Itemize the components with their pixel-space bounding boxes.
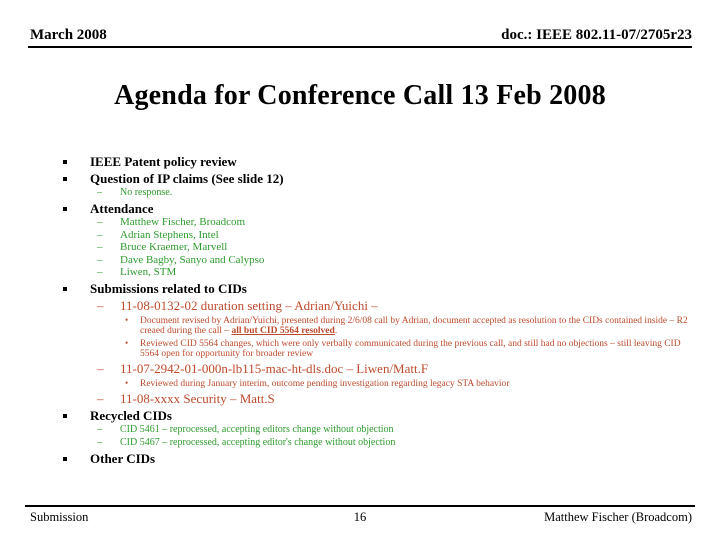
attendee-name: Dave Bagby, Sanyo and Calypso [120,253,265,266]
submission-item-security [0,392,720,406]
square-bullet-icon [63,457,67,461]
attendee-item [0,267,720,279]
dot-bullet-icon: • [125,314,129,325]
header-doc-number: doc.: IEEE 802.11-07/2705r23 [501,27,692,43]
dash-bullet-icon: – [97,436,102,448]
submission-note [0,316,720,336]
note-text-highlight: all but CID 5564 resolved [231,325,335,336]
dash-bullet-icon: – [97,253,103,266]
dash-bullet-icon: – [97,297,104,313]
attendee-item [0,242,720,254]
footer-page-number: 16 [353,510,367,524]
attendee-name: Matthew Fischer, Broadcom [120,216,246,228]
dash-bullet-icon: – [97,241,103,253]
bullet-item-patent-policy [0,154,720,169]
bullet-label: Recycled CIDs [90,407,172,423]
header-rule [28,46,692,48]
bullet-label: Other CIDs [90,450,156,466]
dash-bullet-icon: – [97,228,103,241]
square-bullet-icon [63,160,67,164]
submission-title: 11-07-2942-01-000n-lb115-mac-ht-dls.doc – Liwen/Matt.F [120,360,429,376]
agenda-outline [0,154,720,466]
footer-submission-label: Submission [30,510,89,524]
submission-note [0,339,720,359]
bullet-item-recycled-cids [0,408,720,423]
square-bullet-icon [63,207,67,211]
attendee-item [0,255,720,267]
attendee-item [0,230,720,242]
bullet-item-attendance [0,201,720,216]
attendee-name: Adrian Stephens, Intel [120,228,219,241]
square-bullet-icon [63,177,67,181]
footer-rule [25,505,695,507]
recycled-cid-item [0,424,720,436]
note-text: Reviewed CID 5564 changes, which were only verbally communicated during the previous call, and still had no objections – still leaving CID 5564 open for opportunity for broader review [140,338,681,359]
bullet-label: Attendance [90,201,154,216]
dash-bullet-icon: – [97,266,103,278]
sub-item-no-response [0,187,720,199]
bullet-label: Question of IP claims (See slide 12) [90,171,284,186]
header-date: March 2008 [30,27,107,43]
bullet-item-submissions [0,281,720,296]
submission-title: 11-08-0132-02 duration setting – Adrian/Yuichi – [120,297,378,313]
note-text: Reviewed during January interim, outcome pending investigation regarding legacy STA behavior [140,378,510,389]
recycled-cid-item [0,437,720,449]
bullet-label: Submissions related to CIDs [90,280,247,296]
dash-bullet-icon: – [97,216,103,228]
square-bullet-icon [63,287,67,291]
bullet-item-other-cids [0,451,720,466]
sub-item-label: No response. [120,187,173,198]
submission-note [0,379,720,389]
dot-bullet-icon: • [125,377,129,388]
attendee-name: Bruce Kraemer, Marvell [120,241,228,253]
dash-bullet-icon: – [97,390,104,406]
recycled-cid-text: CID 5467 – reprocessed, accepting editor's change without objection [120,436,396,448]
note-text-suffix: . [334,325,338,336]
recycled-cid-text: CID 5461 – reprocessed, accepting editors change without objection [120,423,394,435]
submission-item-duration-setting [0,299,720,313]
page-title: Agenda for Conference Call 13 Feb 2008 [114,80,606,111]
submission-title: 11-08-xxxx Security – Matt.S [120,390,275,406]
square-bullet-icon [63,414,67,418]
dash-bullet-icon: – [97,423,102,435]
bullet-item-ip-claims [0,171,720,186]
dot-bullet-icon: • [125,337,129,348]
note-text-prefix: Document revised by Adrian/Yuichi, presented during 2/6/08 call by Adrian, document accepted as resolution to the CIDs contained inside – R2 creaed during the call – [140,315,688,336]
attendee-item [0,217,720,229]
dash-bullet-icon: – [97,187,102,198]
submission-item-mac-ht-dls [0,362,720,376]
dash-bullet-icon: – [97,360,104,376]
bullet-label: IEEE Patent policy review [90,154,237,169]
attendee-name: Liwen, STM [120,266,177,278]
footer-author: Matthew Fischer (Broadcom) [544,510,692,524]
